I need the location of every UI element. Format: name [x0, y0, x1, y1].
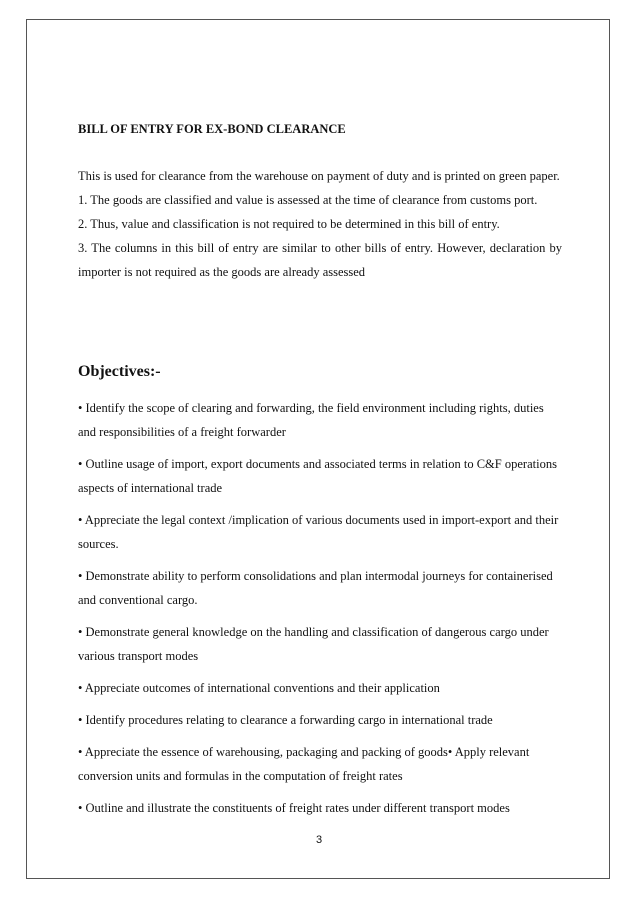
objectives-title: Objectives:- [78, 363, 161, 380]
objectives-list [78, 396, 562, 828]
objective-item: • Outline and illustrate the constituents of freight rates under different transport modes [78, 801, 510, 815]
intro-paragraph: This is used for clearance from the warehouse on payment of duty and is printed on green paper. [78, 169, 560, 183]
objective-item: • Identify the scope of clearing and forwarding, the field environment including rights, duties and responsibilities of a freight forwarder [78, 401, 544, 439]
objective-item: • Appreciate outcomes of international conventions and their application [78, 681, 440, 695]
objective-item: • Appreciate the essence of warehousing, packaging and packing of goods• Apply relevant conversion units and formulas in the computation of freight rates [78, 745, 530, 783]
intro-point-1: 1. The goods are classified and value is assessed at the time of clearance from customs port. [78, 193, 538, 207]
objective-item: • Demonstrate ability to perform consolidations and plan intermodal journeys for containerised and conventional cargo. [78, 569, 553, 607]
intro-point-3: 3. The columns in this bill of entry are similar to other bills of entry. However, declaration by importer is not required as the goods are already assessed [78, 241, 562, 279]
intro-point-2: 2. Thus, value and classification is not required to be determined in this bill of entry. [78, 217, 500, 231]
objective-item: • Demonstrate general knowledge on the handling and classification of dangerous cargo under various transport modes [78, 625, 549, 663]
objective-item: • Outline usage of import, export documents and associated terms in relation to C&F operations aspects of international trade [78, 457, 557, 495]
section-heading: BILL OF ENTRY FOR EX-BOND CLEARANCE [78, 122, 346, 136]
objective-item: • Identify procedures relating to clearance a forwarding cargo in international trade [78, 713, 493, 727]
page-number: 3 [315, 834, 323, 846]
intro-text [78, 164, 562, 284]
objective-item: • Appreciate the legal context /implication of various documents used in import-export and their sources. [78, 513, 559, 551]
